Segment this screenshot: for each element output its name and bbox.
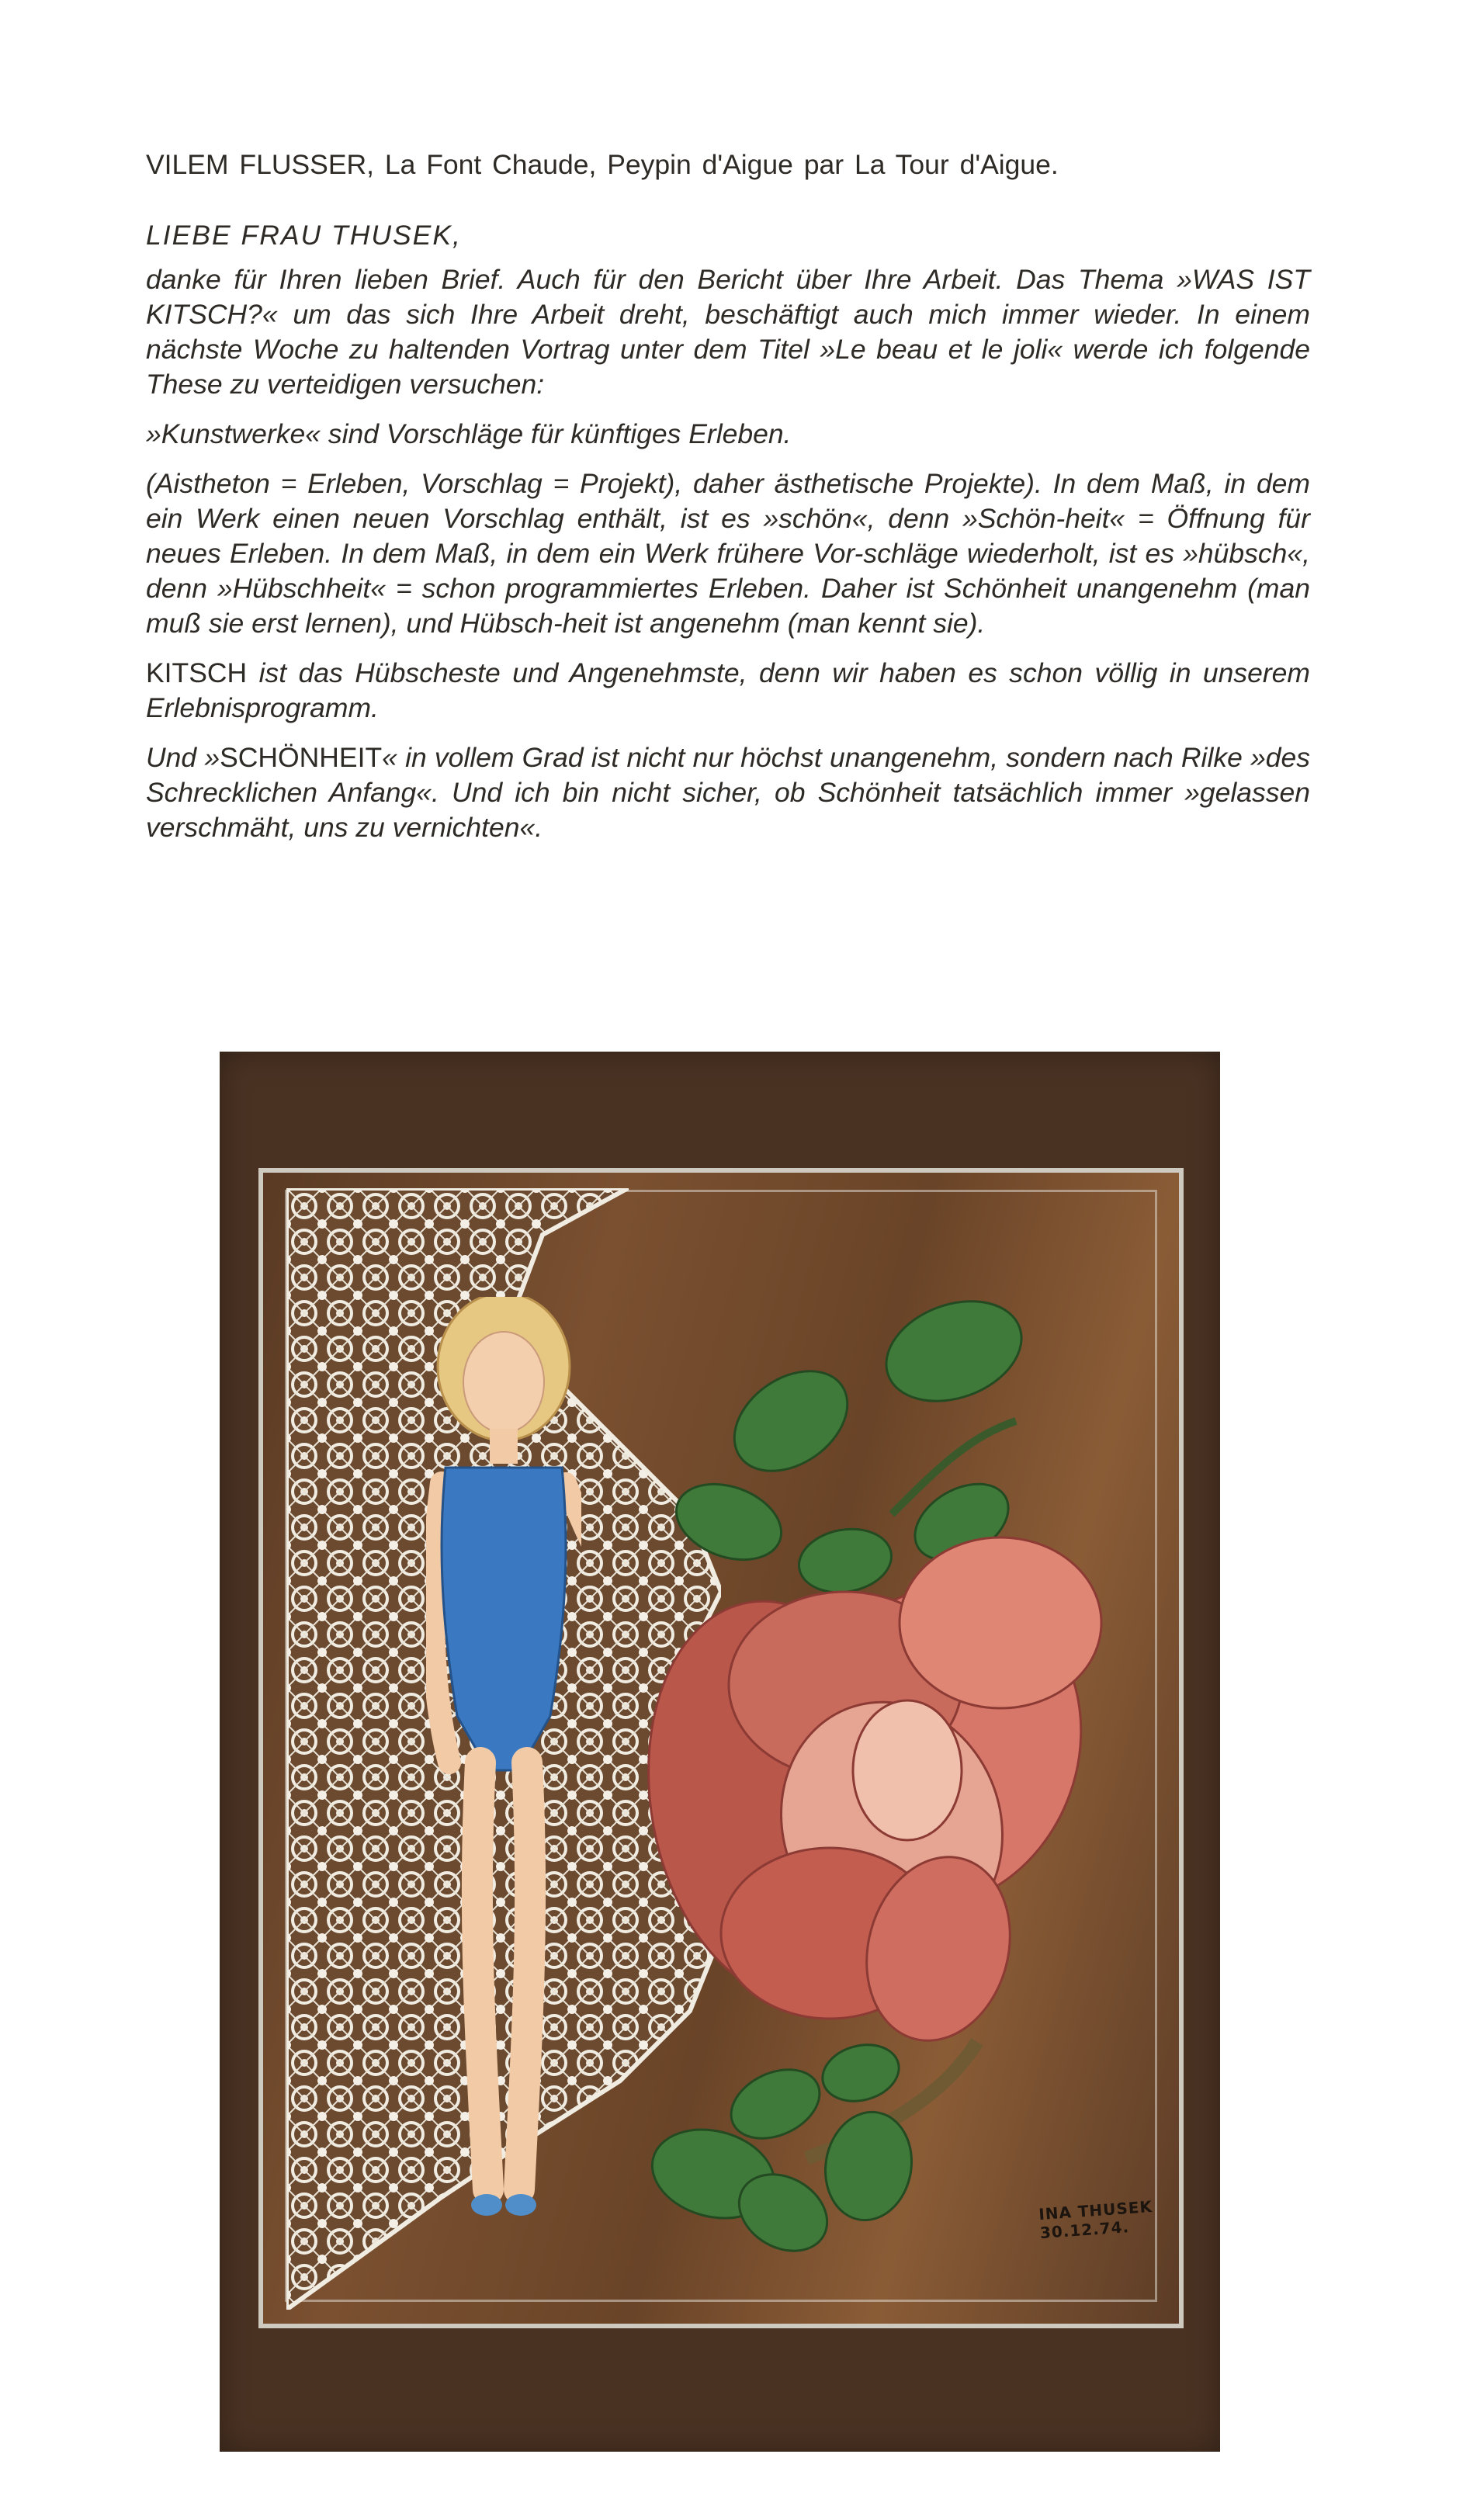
paragraph-4-rest: ist das Hübscheste und Angenehmste, denn wir haben es schon völlig in unserem Erlebnisprogramm.	[146, 657, 1310, 723]
artwork-photo	[220, 1052, 1220, 2452]
doll-arm-right	[566, 1483, 581, 1669]
paragraph-1: danke für Ihren lieben Brief. Auch für den Bericht über Ihre Arbeit. Das Thema »WAS IST KITSCH?« um das sich Ihre Arbeit dreht, beschäftigt auch mich immer wieder. In einem nächste Woche zu haltenden Vortrag unter dem Titel »Le beau et le joli« werde ich folgende These zu verteidigen versuchen:	[146, 264, 1310, 400]
paragraph-4	[146, 656, 1310, 726]
letter-salutation: LIEBE FRAU THUSEK,	[146, 220, 462, 251]
plexiglass-box	[258, 1168, 1184, 2328]
paragraph-5-start: Und »	[146, 742, 220, 773]
rose-leaf-group-bottom	[642, 2036, 920, 2266]
letter-text	[146, 147, 1310, 860]
letter-header: VILEM FLUSSER, La Font Chaude, Peypin d'Aigue par La Tour d'Aigue.	[146, 149, 1059, 180]
signature-name: INA THUSEK	[1038, 2196, 1153, 2224]
fabric-rose	[612, 1266, 1156, 2275]
doll-neck	[490, 1429, 518, 1464]
doll-shoe-left	[471, 2194, 502, 2216]
paragraph-5	[146, 740, 1310, 845]
paragraph-3: (Aistheton = Erleben, Vorschlag = Projekt), daher ästhetische Projekte). In dem Maß, in dem ein Werk einen neuen Vorschlag enthält, ist es »schön«, denn »Schön-heit« = Öffnung für neues Erleben. In dem Maß, in dem ein Werk frühere Vor-schläge wiederholt, ist es »hübsch«, denn »Hübschheit« = schon programmiertes Erleben. Daher ist Schönheit unangenehm (man muß sie erst lernen), und Hübsch-heit ist angenehm (man kennt sie).	[146, 468, 1310, 639]
doll-figure	[426, 1297, 581, 2228]
doll-swimsuit	[442, 1468, 566, 1770]
signature-date: 30.12.74.	[1039, 2217, 1130, 2243]
paragraph-2: »Kunstwerke« sind Vorschläge für künftiges Erleben.	[146, 418, 792, 449]
rose-petals	[618, 1537, 1125, 2057]
doll-shoe-right	[505, 2194, 536, 2216]
artist-signature	[1038, 2197, 1155, 2242]
paragraph-5-rest: « in vollem Grad ist nicht nur höchst unangenehm, sondern nach Rilke »des Schrecklichen Anfang«. Und ich bin nicht sicher, ob Schönheit tatsächlich immer »gelassen verschmäht, uns zu vernichten«.	[146, 742, 1310, 843]
doll-leg-right	[519, 1763, 530, 2189]
doll-face	[463, 1332, 544, 1433]
doll-leg-left	[477, 1763, 488, 2189]
kitsch-word: KITSCH	[146, 657, 248, 688]
schoenheit-word: SCHÖNHEIT	[220, 742, 383, 773]
